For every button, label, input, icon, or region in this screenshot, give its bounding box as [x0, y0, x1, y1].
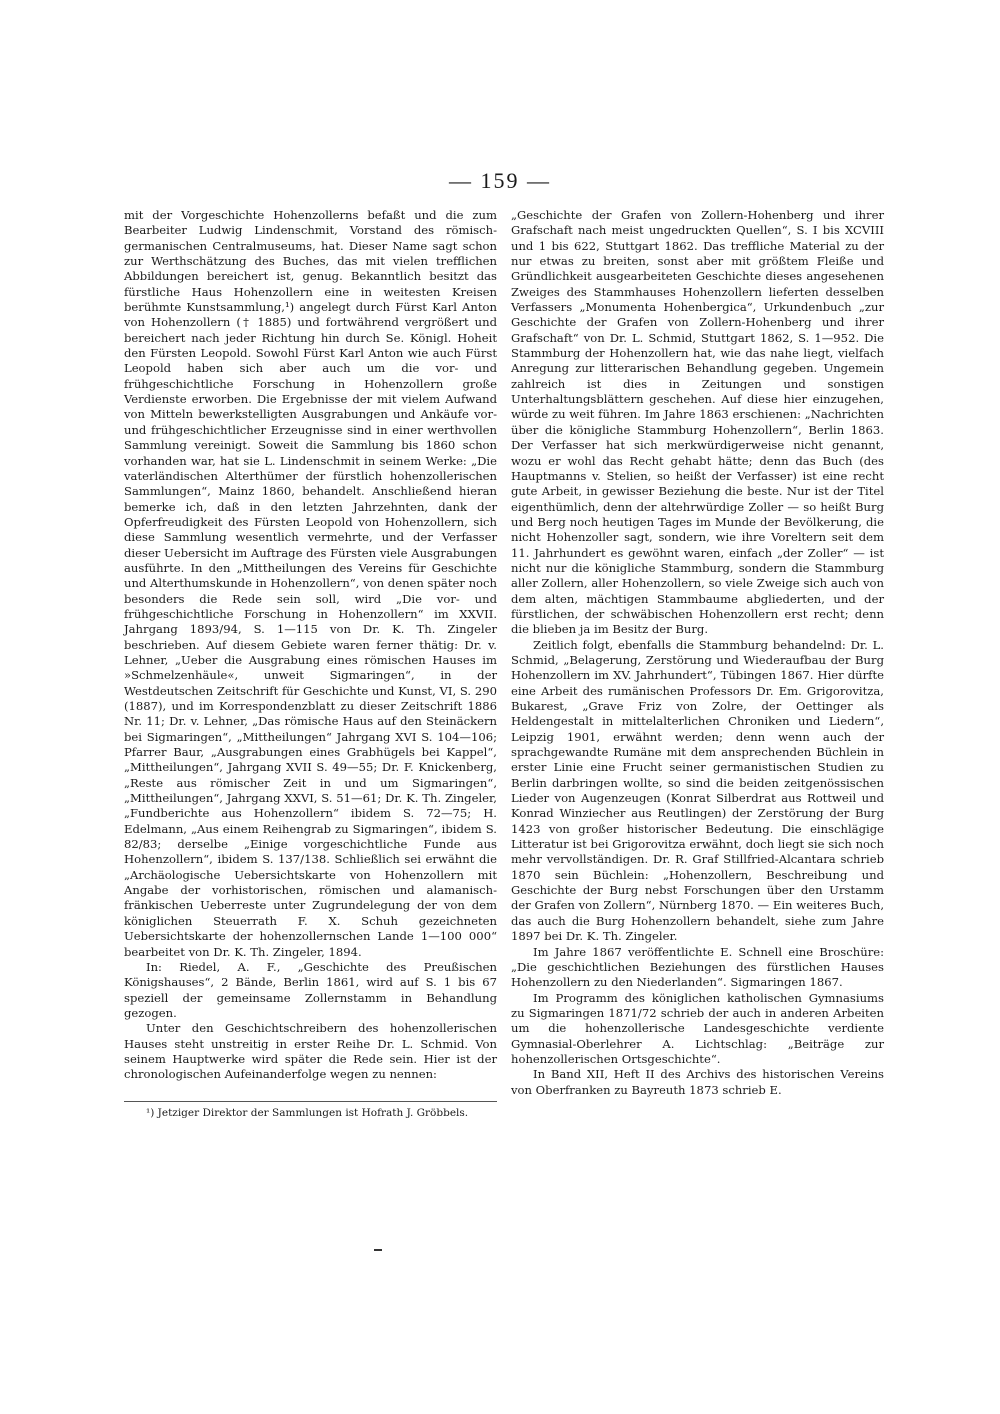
- paragraph: mit der Vorgeschichte Hohenzollerns befaßt und die zum Bearbeiter Ludwig Lindenschmit, Vorstand des römisch-germanischen Centralmuseums, hat. Dieser Name sagt schon zur Werthschätzung des Buches, das mit vielen trefflichen Abbildungen bereichert ist, genug. Bekanntlich besitzt das fürstliche Haus Hohenzollern eine in weitesten Kreisen berühmte Kunstsammlung,¹) angelegt durch Fürst Karl Anton von Hohenzollern († 1885) und fortwährend vergrößert und bereichert nach jeder Richtung hin durch Se. Königl. Hoheit den Fürsten Leopold. Sowohl Fürst Karl Anton wie auch Fürst Leopold haben sich aber auch um die vor- und frühgeschichtliche Forschung in Hohenzollern große Verdienste erworben. Die Ergebnisse der mit vielem Aufwand von Mitteln bewerkstelligten Ausgrabungen und Ankäufe vor- und frühgeschichtlicher Erzeugnisse sind in einer werthvollen Sammlung vereinigt. Soweit die Sammlung bis 1860 schon vorhanden war, hat sie L. Lindenschmit in seinem Werke: „Die vaterländischen Alterthümer der fürstlich hohenzollerischen Sammlungen“, Mainz 1860, behandelt. Anschließend hieran bemerke ich, daß in den letzten Jahrzehnten, dank der Opferfreudigkeit des Fürsten Leopold von Hohenzollern, sich diese Sammlung wesentlich vermehrte, und der Verfasser dieser Uebersicht im Auftrage des Fürsten viele Ausgrabungen ausführte. In den „Mittheilungen des Vereins für Geschichte und Alterthumskunde in Hohenzollern“, von denen später noch besonders die Rede sein soll, wird „Die vor- und frühgeschichtliche Forschung in Hohenzollern“ im XXVII. Jahrgang 1893/94, S. 1—115 von Dr. K. Th. Zingeler beschrieben. Auf diesem Gebiete waren ferner thätig: Dr. v. Lehner, „Ueber die Ausgrabung eines römischen Hauses im »Schmelzenhäule«, unweit Sigmaringen“, in der Westdeutschen Zeitschrift für Geschichte und Kunst, VI, S. 290 (1887), und im Korrespondenzblatt zu dieser Zeitschrift 1886 Nr. 11; Dr. v. Lehner, „Das römische Haus auf den Steinäckern bei Sigmaringen“, „Mittheilungen“ Jahrgang XVI S. 104—106; Pfarrer Baur, „Ausgrabungen eines Grabhügels bei Kappel“, „Mittheilungen“, Jahrgang XVII S. 49—55; Dr. F. Knickenberg, „Reste aus römischer Zeit in und um Sigmaringen“, „Mittheilungen“, Jahrgang XXVI, S. 51—61; Dr. K. Th. Zingeler, „Fundberichte aus Hohenzollern“ ibidem S. 72—75; H. Edelmann, „Aus einem Reihengrab zu Sigmaringen“, ibidem S. 82/83; derselbe „Einige vorgeschichtliche Funde aus Hohenzollern“, ibidem S. 137/138. Schließlich sei erwähnt die „Archäologische Uebersichtskarte von Hohenzollern mit Angabe der vorhistorischen, römischen und alamanisch-fränkischen Ueberreste unter Zugrundelegung der von dem königlichen Steuerrath F. X. Schuh gezeichneten Uebersichtskarte der hohenzollernschen Lande 1—100 000“ bearbeitet von Dr. K. Th. Zingeler, 1894.: [124, 208, 497, 959]
- footnote-divider: [124, 1101, 497, 1102]
- right-column: [511, 208, 884, 1098]
- page-number: — 159 —: [449, 168, 551, 193]
- paragraph: „Geschichte der Grafen von Zollern-Hohenberg und ihrer Grafschaft nach meist ungedruckten Quellen“, S. I bis XCVIII und 1 bis 622, Stuttgart 1862. Das treffliche Material zu der nur etwas zu breiten, sonst aber mit größtem Fleiße und Gründlichkeit ausgearbeiteten Geschichte dieses angesehenen Zweiges des Stammhauses Hohenzollern lieferten desselben Verfassers „Monumenta Hohenbergica“, Urkundenbuch „zur Geschichte der Grafen von Zollern-Hohenberg und ihrer Grafschaft“ von Dr. L. Schmid, Stuttgart 1862, S. 1—952. Die Stammburg der Hohenzollern hat, wie das nahe liegt, vielfach Anregung zur litterarischen Behandlung gegeben. Ungemein zahlreich ist dies in Zeitungen und sonstigen Unterhaltungsblättern geschehen. Auf diese hier einzugehen, würde zu weit führen. Im Jahre 1863 erschienen: „Nachrichten über die königliche Stammburg Hohenzollern“, Berlin 1863. Der Verfasser hat sich merkwürdigerweise nicht genannt, wozu er wohl das Recht gehabt hätte; denn das Buch (des Hauptmanns v. Stelien, so heißt der Verfasser) ist eine recht gute Arbeit, in gewisser Beziehung die beste. Nur ist der Titel eigenthümlich, denn der altehrwürdige Zoller — so heißt Burg und Berg noch heutigen Tages im Munde der Bevölkerung, die nicht Hohenzoller sagt, sondern, wie ihre Voreltern seit dem 11. Jahrhundert es gewöhnt waren, einfach „der Zoller“ — ist nicht nur die königliche Stammburg, sondern die Stammburg aller Zollern, aller Hohenzollern, so viele Zweige sich auch von dem alten, mächtigen Stammbaume abgliederten, und der fürstlichen, der schwäbischen Hohenzollern erst recht; denn die blieben ja im Besitz der Burg.: [511, 208, 884, 637]
- paragraph: Im Jahre 1867 veröffentlichte E. Schnell eine Broschüre: „Die geschichtlichen Beziehungen des fürstlichen Hauses Hohenzollern zu den Niederlanden“. Sigmaringen 1867.: [511, 944, 884, 990]
- paragraph: In: Riedel, A. F., „Geschichte des Preußischen Königshauses“, 2 Bände, Berlin 1861, wird auf S. 1 bis 67 speziell der gemeinsame Zollernstamm in Behandlung gezogen.: [124, 959, 497, 1020]
- paragraph: In Band XII, Heft II des Archivs des historischen Vereins von Oberfranken zu Bayreuth 1873 schrieb E.: [511, 1067, 884, 1097]
- left-column: [124, 208, 497, 1120]
- printer-mark: [374, 1249, 382, 1251]
- paragraph: Im Programm des königlichen katholischen Gymnasiums zu Sigmaringen 1871/72 schrieb der auch in anderen Arbeiten um die hohenzollerische Landesgeschichte verdiente Gymnasial-Oberlehrer A. Lichtschlag: „Beiträge zur hohenzollerischen Ortsgeschichte“.: [511, 990, 884, 1066]
- paragraph: Unter den Geschichtschreibern des hohenzollerischen Hauses steht unstreitig in erster Reihe Dr. L. Schmid. Von seinem Hauptwerke wird später die Rede sein. Hier ist der chronologischen Aufeinanderfolge wegen zu nennen:: [124, 1021, 497, 1082]
- footnote: ¹) Jetziger Direktor der Sammlungen ist Hofrath J. Gröbbels.: [146, 1106, 469, 1119]
- paragraph: Zeitlich folgt, ebenfalls die Stammburg behandelnd: Dr. L. Schmid, „Belagerung, Zerstörung und Wiederaufbau der Burg Hohenzollern im XV. Jahrhundert“, Tübingen 1867. Hier dürfte eine Arbeit des rumänischen Professors Dr. Em. Grigorovitza, Bukarest, „Grave Friz von Zolre, der Oettinger als Heldengestalt in mittelalterlichen Chroniken und Liedern“, Leipzig 1901, erwähnt werden; denn wenn auch der sprachgewandte Rumäne mit dem ansprechenden Büchlein in erster Linie eine Frucht seiner germanistischen Studien zu Berlin darbringen wollte, so sind die beiden zeitgenössischen Lieder von Augenzeugen (Konrat Silberdrat aus Rottweil und Konrad Winziecher aus Reutlingen) der Zerstörung der Burg 1423 von großer historischer Bedeutung. Die einschlägige Litteratur ist bei Grigorovitza erwähnt, doch liegt sie sich noch mehr vervollständigen. Dr. R. Graf Stillfried-Alcantara schrieb 1870 sein Büchlein: „Hohenzollern, Beschreibung und Geschichte der Burg nebst Forschungen über den Urstamm der Grafen von Zollern“, Nürnberg 1870. — Ein weiteres Buch, das auch die Burg Hohenzollern behandelt, siehe zum Jahre 1897 bei Dr. K. Th. Zingeler.: [511, 637, 884, 944]
